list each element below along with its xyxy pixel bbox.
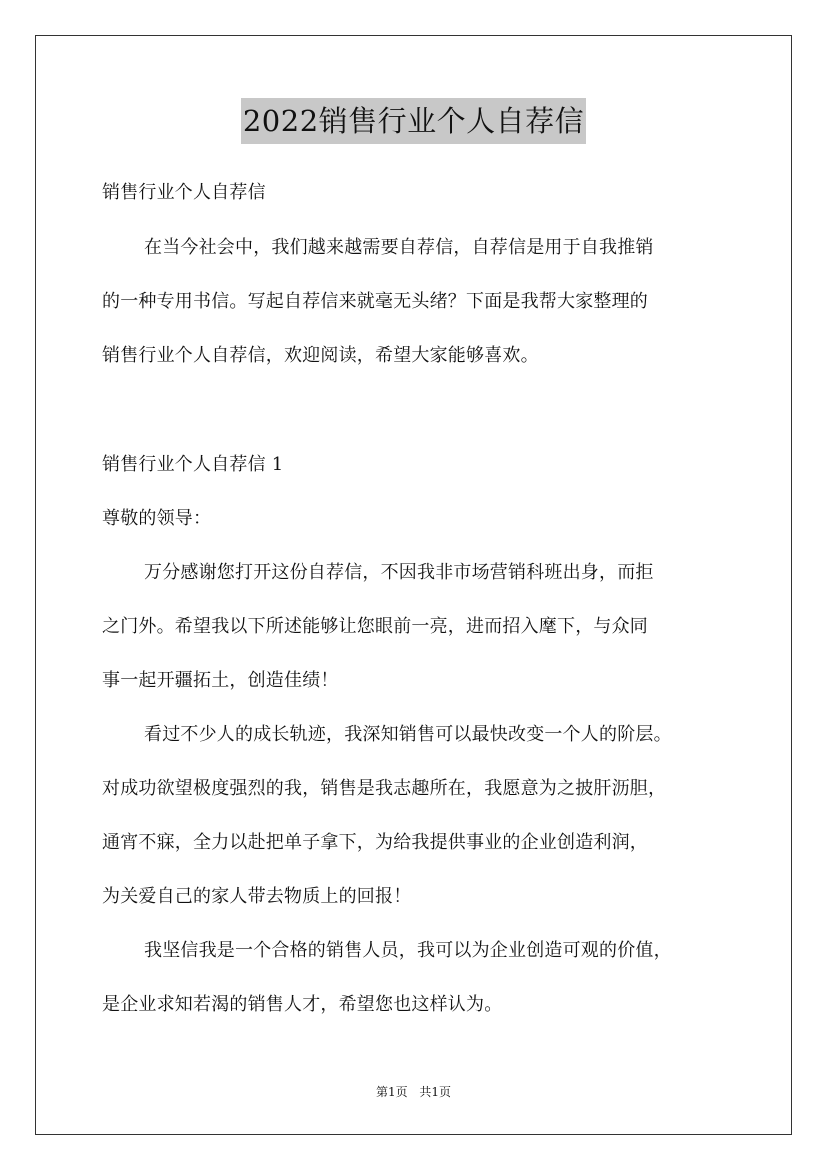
paragraph-line: 对成功欲望极度强烈的我，销售是我志趣所在，我愿意为之披肝沥胆， <box>102 778 667 799</box>
document-title: 2022销售行业个人自荐信 <box>241 98 586 144</box>
paragraph-line: 看过不少人的成长轨迹，我深知销售可以最快改变一个人的阶层。 <box>144 724 672 745</box>
page-number: 第1页 <box>375 1085 408 1099</box>
page-footer <box>0 1084 827 1100</box>
subtitle: 销售行业个人自荐信 <box>102 182 266 203</box>
intro-line-1: 在当今社会中，我们越来越需要自荐信，自荐信是用于自我推销 <box>144 237 654 258</box>
paragraph-line: 我坚信我是一个合格的销售人员，我可以为企业创造可观的价值， <box>144 940 672 961</box>
paragraph-line: 事一起开疆拓土，创造佳绩！ <box>102 670 339 691</box>
section-heading: 销售行业个人自荐信 1 <box>102 454 284 475</box>
paragraph-line: 通宵不寐，全力以赴把单子拿下，为给我提供事业的企业创造利润， <box>102 832 648 853</box>
salutation: 尊敬的领导： <box>102 508 212 529</box>
paragraph-line: 为关爱自己的家人带去物质上的回报！ <box>102 886 412 907</box>
paragraph-line: 之门外。希望我以下所述能够让您眼前一亮，进而招入麾下，与众同 <box>102 616 648 637</box>
title-container <box>0 98 827 144</box>
paragraph-line: 是企业求知若渴的销售人才，希望您也这样认为。 <box>102 994 503 1015</box>
intro-line-2: 的一种专用书信。写起自荐信来就毫无头绪？下面是我帮大家整理的 <box>102 291 648 312</box>
paragraph-line: 万分感谢您打开这份自荐信，不因我非市场营销科班出身，而拒 <box>144 562 654 583</box>
page-count: 共1页 <box>419 1085 452 1099</box>
intro-line-3: 销售行业个人自荐信，欢迎阅读，希望大家能够喜欢。 <box>102 345 539 366</box>
